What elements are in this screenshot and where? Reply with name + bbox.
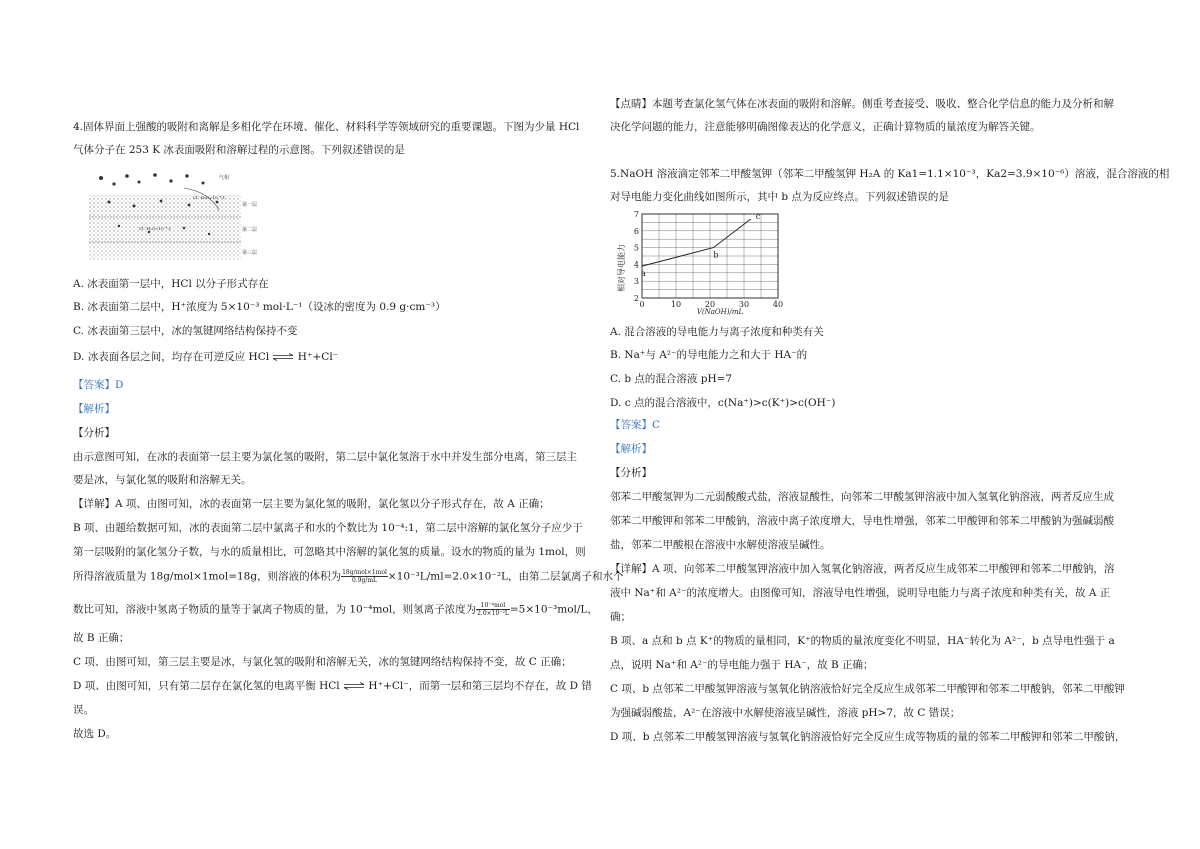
x-tick-label: 30 xyxy=(738,300,750,309)
q4-detail-d-line2: 误。 xyxy=(73,704,94,716)
q4-detail-c: C 项、由图可知，第三层主要是冰，与氯化氢的吸附和溶解无关，冰的氢键网络结构保持不变，故 C 正确； xyxy=(73,656,572,668)
y-tick-label: 7 xyxy=(633,210,639,219)
q5-detail-line2: 液中 Na⁺和 A²⁻的浓度增大。由图像可知，溶液导电性增强，说明导电能力与离子浓度和种类有关，故 A 正 xyxy=(610,587,1111,599)
q4-fenxi-line2: 要是冰，与氯化氢的吸附和溶解无关。 xyxy=(73,474,252,486)
q5-jiexi-heading: 【解析】 xyxy=(610,443,652,455)
q4-final: 故选 D。 xyxy=(73,728,117,740)
q5-fenxi-line1: 邻苯二甲酸氢钾为二元弱酸酸式盐，溶液显酸性，向邻苯二甲酸氢钾溶液中加入氢氧化钠溶液，两者反应生成 xyxy=(610,491,1114,503)
q4-detail-b-line2: 第一层吸附的氯化氢分子数，与水的质量相比，可忽略其中溶解的氯化氢的质量。设水的物质的量为 1mol，则 xyxy=(73,546,586,558)
q4-fenxi-heading: 【分析】 xyxy=(73,427,115,439)
y-tick-label: 2 xyxy=(633,294,639,303)
q4-detail-b-line1: B 项、由题给数据可知，冰的表面第二层中氯离子和水的个数比为 10⁻⁴:1，第二层中溶解的氯化氢分子应少于 xyxy=(73,522,583,534)
volume-fraction: $\frac{\text{18g/mol×1mol}}{0.9g/mL}$ xyxy=(342,569,387,584)
q5-detail-line7: 为强碱弱酸盐，A²⁻在溶液中水解使溶液呈碱性，溶液 pH>7，故 C 错误； xyxy=(610,707,961,719)
q4-fenxi-line1: 由示意图可知，在冰的表面第一层主要为氯化氢的吸附，第二层中氯化氢溶于水中并发生部分电离，第三层主 xyxy=(73,451,577,463)
layer-3-label: 第三层 xyxy=(242,250,258,256)
concentration-fraction: $\frac{\text{10⁻⁴mol}}{\text{2.0×10⁻²L}}$ xyxy=(477,602,509,617)
x-tick-label: 20 xyxy=(704,300,716,309)
q5-answer: 【答案】C xyxy=(610,419,661,431)
q4-stem-line2: 气体分子在 253 K 冰表面吸附和溶解过程的示意图。下列叙述错误的是 xyxy=(73,144,405,156)
q5-detail-line1: 【详解】A 项、向邻苯二甲酸氢钾溶液中加入氢氧化钠溶液，两者反应生成邻苯二甲酸钾和邻苯二甲酸钠，溶 xyxy=(610,563,1115,575)
q5-detail-line5: 点，说明 Na⁺和 A²⁻的导电能力强于 HA⁻，故 B 正确； xyxy=(610,659,874,671)
q5-fenxi-heading: 【分析】 xyxy=(610,467,652,479)
y-tick-label: 4 xyxy=(633,260,639,270)
q5-stem-line2: 对导电能力变化曲线如图所示，其中 b 点为反应终点。下列叙述错误的是 xyxy=(610,191,949,203)
ice-surface-figure xyxy=(89,170,259,264)
q4-option-d: D. 冰表面各层之间，均存在可逆反应 HCl H⁺+Cl⁻ xyxy=(73,351,339,363)
gas-phase-label: 气相 xyxy=(219,175,230,181)
q5-detail-line6: C 项、b 点邻苯二甲酸氢钾溶液与氢氧化钠溶液恰好完全反应生成邻苯二甲酸钾和邻苯二甲酸钠，邻苯二甲酸钾 xyxy=(610,683,1125,695)
q5-fenxi-line3: 盐，邻苯二甲酸根在溶液中水解使溶液呈碱性。 xyxy=(610,539,831,551)
q4-detail-d-line1: D 项、由图可知，只有第二层存在氯化氢的电离平衡 HCl H⁺+Cl⁻，而第一层和第三层均不存在，故 D 错 xyxy=(73,680,592,692)
x-tick-label: 0 xyxy=(639,300,645,309)
equilibrium-arrow-icon xyxy=(272,353,294,361)
q5-stem-line1: 5.NaOH 溶液滴定邻苯二甲酸氢钾（邻苯二甲酸氢钾 H₂A 的 Ka1=1.1×10⁻³，Ka2=3.9×10⁻⁶）溶液，混合溶液的相 xyxy=(610,168,1170,180)
q5-detail-line4: B 项、a 点和 b 点 K⁺的物质的量相同，K⁺的物质的量浓度变化不明显，HA⁻转化为 A²⁻，b 点导电性强于 a xyxy=(610,635,1115,647)
q5-option-b: B. Na⁺与 A²⁻的导电能力之和大于 HA⁻的 xyxy=(610,349,808,361)
q5-option-c: C. b 点的混合溶液 pH=7 xyxy=(610,373,733,385)
y-tick-label: 3 xyxy=(633,277,639,287)
x-axis-label: V(NaOH)/mL xyxy=(696,308,744,316)
point-label-b: b xyxy=(713,250,719,260)
y-tick-label: 5 xyxy=(633,243,639,253)
q5-option-a: A. 混合溶液的导电能力与离子浓度和种类有关 xyxy=(610,326,824,338)
equilibrium-arrow-icon xyxy=(343,682,365,690)
ratio-top-label: Cl⁻:H₂O=10⁻⁴:1 xyxy=(193,195,226,200)
layer-2-label: 第二层 xyxy=(242,227,258,233)
q4-detail-b-line3: 所得溶液质量为 18g/mol×1mol=18g，则溶液的体积为 $\frac{\text{18g/mol×1mol}}{0.9g/mL}$ ×10⁻³L/ml=2.0×10⁻²L，由第二层氯离子和水个 xyxy=(73,569,624,584)
ratio-mid-label: Cl⁻:H₂O=10⁻⁴:1 xyxy=(139,226,172,231)
q5-detail-line3: 确； xyxy=(610,611,631,623)
q4-answer: 【答案】D xyxy=(73,379,124,391)
q4-option-c: C. 冰表面第三层中，冰的氢键网络结构保持不变 xyxy=(73,325,298,337)
conductivity-series-line xyxy=(642,219,751,266)
point-label-c: c xyxy=(755,212,761,222)
q5-option-d: D. c 点的混合溶液中，c(Na⁺)>c(K⁺)>c(OH⁻) xyxy=(610,397,836,409)
q4-detail-b-line4: 数比可知，溶液中氢离子物质的量等于氯离子物质的量，为 10⁻⁴mol，则氢离子浓度为 $\frac{\text{10⁻⁴mol}}{\text{2.0×10⁻²L}}$ =5×10⁻³mol/L， xyxy=(73,602,598,617)
q5-detail-line8: D 项、b 点邻苯二甲酸氢钾溶液与氢氧化钠溶液恰好完全反应生成等物质的量的邻苯二甲酸钾和邻苯二甲酸钠， xyxy=(610,731,1126,743)
conductivity-chart xyxy=(610,206,800,316)
q4-jiexi-heading: 【解析】 xyxy=(73,403,115,415)
q4-dianjing-line2: 决化学问题的能力，注意能够明确图像表达的化学意义，正确计算物质的量浓度为解答关键。 xyxy=(610,121,1041,133)
x-tick-label: 10 xyxy=(670,300,682,309)
q4-option-a: A. 冰表面第一层中，HCl 以分子形式存在 xyxy=(73,278,269,290)
q4-dianjing-line1: 【点睛】本题考查氯化氢气体在冰表面的吸附和溶解。侧重考查接受、吸收、整合化学信息的能力及分析和解 xyxy=(610,98,1114,110)
point-label-a: a xyxy=(641,269,646,279)
q5-fenxi-line2: 邻苯二甲酸钾和邻苯二甲酸钠，溶液中离子浓度增大，导电性增强，邻苯二甲酸钾和邻苯二甲酸钠为强碱弱酸 xyxy=(610,515,1114,527)
y-axis-label: 相对导电能力 xyxy=(617,244,626,292)
x-tick-label: 40 xyxy=(772,300,784,309)
q4-detail-b-line5: 故 B 正确； xyxy=(73,632,130,644)
layer-3-band xyxy=(89,242,241,260)
y-tick-label: 6 xyxy=(633,226,639,236)
q4-stem-line1: 4.固体界面上强酸的吸附和离解是多相化学在环境、催化、材料科学等领域研究的重要课题。下图为少量 HCl xyxy=(73,121,580,133)
q4-detail-a: 【详解】A 项、由图可知，冰的表面第一层主要为氯化氢的吸附，氯化氢以分子形式存在，故 A 正确； xyxy=(73,498,550,510)
layer-1-label: 第一层 xyxy=(242,202,258,208)
q4-option-b: B. 冰表面第二层中，H⁺浓度为 5×10⁻³ mol·L⁻¹（设冰的密度为 0.9 g·cm⁻³） xyxy=(73,301,446,313)
